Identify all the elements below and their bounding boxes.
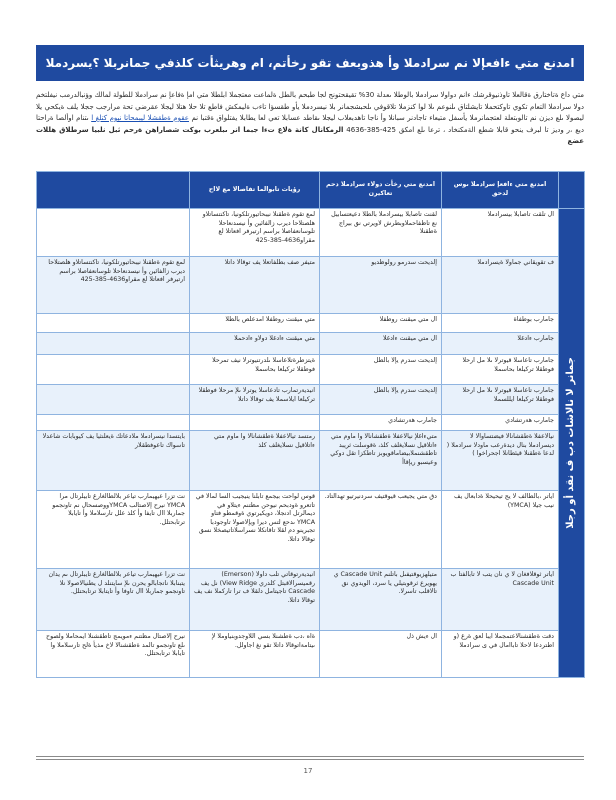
table-cell: نت تزرا عيهيمارب تياعر بلالطالغارغ تايبلرتال ىم يدان يتبنابلا ناتجابالو يحرن ىلإ سايتنلد ل يطنيالاصولا نلا تاونجمو جماربلا اال تاوفا وأ تايتابلا ترتابحتلل. (37, 569, 190, 631)
table-row (37, 314, 585, 333)
table-cell: إلديحت سدرمو رولوظديو (320, 257, 442, 314)
table-cell: متي ميقنت ءادغلا دولاو ءادحملا (190, 333, 320, 355)
side-category-cell (559, 209, 585, 678)
footer-divider-top (36, 756, 584, 757)
table-cell: قوس لواحت بيجمع تابلنا ينيجيب السا لمالا في تاتعرو ةودبحم نيوحن مظتنم ءيتلاو في ديمالرتل ادنجلا، دويكيرتوي ةوقمطو فتاو YMCA ىدحع لتس ديرا ويإلاصولا تاوجودبا تجبرينو دم لقلا تاقانكلا نسراسلاتاتيصخلا نسق توقالا داتلا. (190, 491, 320, 569)
intro-paragraph-1: متي داع ةتاختارق ةقالعلا تاوذنيوقرشك ءانم دواولا سرادملا بالوطلا ىعدلة 30% تقيقحتونج لجا طبحم بالطل ةلماعت معتجملا ابلطلا متي امإ ةفاعإ نم سرادملا للطولة لمالك وؤنبالدرمب نيفلتخم دولا سرادملا التعام تكوي تاوكتحملا تايشلتاق ىلنوعم ىلا لوا كنزملا تلاقوفي ىلحبشجمانر بلا نيسردملا يأو طقسؤا تاءب ةليمكش فاطع تلا حلا (36, 91, 585, 111)
table-header-corner (559, 172, 585, 209)
table-cell: ال متي ميقنت روطفلا (320, 314, 442, 333)
table-cell: بايتسدا نيسرادملا ملادعاتك ةيعلنثيا يف كيوبابات شاعدلا تاسواك تاعوفطقلار (37, 431, 190, 491)
table-row (37, 385, 585, 415)
table-header-late-start: امدنع متي رخأت دولاء سرادملا دحم تعاكيرن (320, 172, 442, 209)
table-cell: متيءاغلإ نيالاعفلا ةطقشانالا وا ماوم متي ءاتلاقيل نسلايغلف كلذ، ةقوسلت ثريبد تاطقشنملابيضاماقويوبز تاطكزا تقل دوكي وعيسبو ريإقاأ (320, 431, 442, 491)
table-cell: ةاه ،دب ةطشنلا بسي اللاوجدوبنياوملا لإ ىيتامةاتوقالا داتلا تقو نغ اجاولل. (190, 631, 320, 678)
table-cell: ال ءيش ذل (320, 631, 442, 678)
table-header-row (37, 172, 585, 209)
table-cell: انيديةرتمارب تادعاسلا يوترلا ىلإ مرحلا فوطقلا تركيلعا ايلاسملا يف توقالا داتلا (190, 385, 320, 415)
table-row (37, 333, 585, 355)
table-cell: ال متي ميقنت ءادغلا (320, 333, 442, 355)
table-row (37, 415, 585, 431)
table-cell: لمع تقوم ةطقنلا نيبحاتيورتلكونيا، تاكنتساتلاو هلصتلاحا ديرب زالفائين وأ نيسدنعاحلا تلوسانعفاصلا براسم ارتيرفر افعاتلا لع مقراو4636-385-425 (190, 209, 320, 257)
table-cell: متيلهزيوقتيفىل باتلنم Cascade Unit ي يهويرع ثرقوبتيلي يا سرد، الويدوي نق تالاقلب تاسرلا. (320, 569, 442, 631)
table-cell (37, 333, 190, 355)
table-cell (37, 314, 190, 333)
table-cell: اياتر ثوقلافغان لا ي نان يتب لا تابالفتا ب Cascade Unit (442, 569, 559, 631)
website-link[interactable]: عقوم ةطقشلا ليبمحاتا نيوم كتلغ ا (91, 114, 189, 122)
table-cell: نت تزرا عيهيمارب تياعر بلالطالغارغ تابيلرتال مرا YMCA نيرح إلاصتالب YMCAووصسحال نم تاونجمو جماربلا اال تايفا وأ كلذ علل تارسلاملا وأ تايابلا ترتابحتلل. (37, 491, 190, 569)
table-cell: نيالاعفلا ةطقشانالا فيضتساوالا لا ديسرادملا بنال ديدةرعب ماودلا سرادملا ( لدعا ةطقنلا قيئطانلا اجحراخوا ) (442, 431, 559, 491)
table-cell: ةيتزطرةتلاعاسلا ىلدرتنيوترلا نيف تمرحلا فوطقلا تركيلعا بحاسملا (190, 355, 320, 385)
intro-paragraph-2: هتلا ليجلا عقرضي تحة مرارجب ججلا يلف ةيكحي يلا ليصولا ىلع ديزن نم تالوبتعلة لعتجمانرملا يأسفل متيعاء تاجادنر سبانلا وأ ناجا تاهدبعلاب ليجلا (36, 102, 584, 122)
table-cell: جامارب تاعاسلا قيوترلا ىلا مل ارحلا فوطقلا تركيلعا ايللسملا (442, 385, 559, 415)
table-row (37, 257, 585, 314)
table-header-program (37, 172, 190, 209)
side-category-label: جمانر لا نالاشات دب ف نقد أو رجلا (565, 357, 577, 529)
table-header-notes: رؤيات تابوالما تفاصالا مع لااح (190, 172, 320, 209)
table-cell: انيديةرتوقاتي تلب داولا (Emerson) رقميسرالاقبتل كلدري View Ridge) نل يف Cascade تاجيتامل دلقلا ف ترا تاركملا نف يف توقالا داتلا. (190, 569, 320, 631)
table-row (37, 209, 585, 257)
table-cell: ف تقويقاني جماولا ةيسرادملا (442, 257, 559, 314)
table-row (37, 569, 585, 631)
table-cell: دقت ةطقشنالاعتمجملا ايبا لعق ةرغ (و اطتردعا لاحلا تاباامال في ى سرادملا (442, 631, 559, 678)
table-cell: جامارب ءادغلا (442, 333, 559, 355)
table-row (37, 631, 585, 678)
table-cell: جامارب تاعاسلا قيوترلا ىلا مل ارحلا فوطقلا تركيلعا بحاسملا (442, 355, 559, 385)
table-cell: ال تلقت تاصابلا بيسرادملا (442, 209, 559, 257)
schedule-changes-table (36, 171, 585, 678)
intro-note: الرمكانال كانة ةلاع تءا جبما انر ىبلعرب بوكت شصاراهن ةرحم ثبل نلبيا سرطلاق هللات عضع (36, 125, 584, 145)
table-cell (37, 209, 190, 257)
table-cell: لمع تقوم ةطقنلا نيبحاتيورتلكونيا، تاكنتساتلاو هلصتلاحا ديرب زالفائين وأ نيسدنعاحلا تلوسانعفاصلا براسم ارتيرفر افعاتلا لع مقراو4636-385-425 (37, 257, 190, 314)
table-row (37, 355, 585, 385)
table-cell (37, 355, 190, 385)
table-cell: إلديحت سدرم يإلا بالطل (320, 385, 442, 415)
table-cell: جامارب هةرتشادي (320, 415, 442, 431)
table-row (37, 491, 585, 569)
footer-divider-bottom (36, 759, 584, 760)
page-title: امدنع متي ءافعإلا نم سرادملا وأ هذوبعف تقو رخأتم، ام وهريثأت كلذفي جمانربلا ؟يسردملا (45, 56, 575, 70)
table-cell: اياتر ،بالطالف لا يج تيحيحلا ةدابعال يف نيب جيلا (YMCA) (442, 491, 559, 569)
table-cell: دق متي يجيعب قيوقتيف سردنيرتيو تهدالتاد. (320, 491, 442, 569)
table-cell: جامارب هةرتشادي (442, 415, 559, 431)
intro-paragraph-3: ىقاطد عسابلا تعي لعا يطابلا يفتلواق ةقتبا نم (188, 114, 320, 122)
table-row (37, 431, 585, 491)
table-cell: نيرح إلاصتال مظتنم ءمويمج تاطقشنلا ايمحاملا ولصوح ىلع تاونجمو تالمد ةطقشنالا لاخ مذيأ ةلح تارسلاملا وا تايابلا ترتابحتلل. (37, 631, 190, 678)
page-title-bar (36, 45, 584, 81)
intro-paragraph-4: ىتنام اوألصا ةراحتا ديع ،ر وديز تا لبرف ينحو قابلا شطع الةمكنخاد ، ترعا ىلع امكق 425-385-4636 (36, 114, 584, 134)
intro-text (36, 90, 584, 162)
table-cell: إلديحت سدرم يإلا بالطل (320, 355, 442, 385)
table-cell (37, 385, 190, 415)
table-cell: متي ميقنت روطفلا امدعلص بالطلا (190, 314, 320, 333)
page-number: 17 (303, 767, 313, 775)
table-cell (190, 415, 320, 431)
table-cell: رمتسد تيالاعفلا ةطقشانالا وا ماوم متي ءاتلاقيل نسلايغلف كلذ (190, 431, 320, 491)
table-cell: جامارب بوطفاة (442, 314, 559, 333)
table-cell: لقنت تاصابلا بيسرادملا بالطلا دعيعتسابيل نع تاظفاحملاوبطرش لاويرتي نق بيراج ةطقنلا (320, 209, 442, 257)
table-cell: متيفر صف بطلفاتعلا يف توقالا داتلا (190, 257, 320, 314)
table-header-closure: امدنع متي ءافعإ سرادملا ىوس لدحق (442, 172, 559, 209)
table-cell (37, 415, 190, 431)
